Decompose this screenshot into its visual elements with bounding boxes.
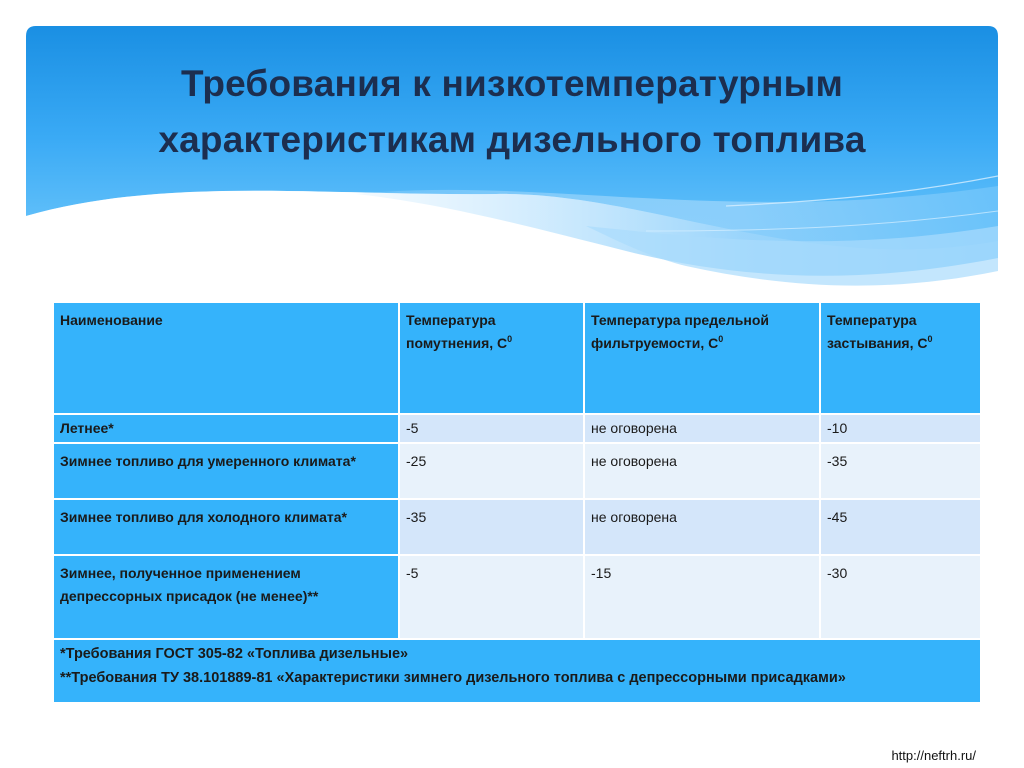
source-link[interactable]: http://neftrh.ru/ <box>891 748 976 763</box>
pour-point-cell: -10 <box>820 414 981 443</box>
cloud-point-cell: -35 <box>399 499 584 555</box>
table-footnote-row <box>53 639 981 703</box>
pour-point-cell: -45 <box>820 499 981 555</box>
footnote-cell <box>53 639 981 703</box>
table-row <box>53 499 981 555</box>
pour-point-cell: -30 <box>820 555 981 639</box>
filter-point-cell: не оговорена <box>584 499 820 555</box>
row-name-cell: Зимнее топливо для умеренного климата* <box>53 443 399 499</box>
cloud-point-cell: -25 <box>399 443 584 499</box>
table-header-row <box>53 302 981 414</box>
filter-point-cell: не оговорена <box>584 414 820 443</box>
footnote-gost: *Требования ГОСТ 305-82 «Топлива дизельные» <box>60 646 409 662</box>
fuel-requirements-table <box>52 301 982 704</box>
filter-point-cell: не оговорена <box>584 443 820 499</box>
footnote-tu: **Требования ТУ 38.101889-81 «Характеристики зимнего дизельного топлива с депрессорными присадками» <box>60 670 846 686</box>
filter-point-cell: -15 <box>584 555 820 639</box>
table-row <box>53 555 981 639</box>
row-name-cell: Зимнее, полученное применением депрессорных присадок (не менее)** <box>53 555 399 639</box>
cloud-point-cell: -5 <box>399 414 584 443</box>
title-line-1: Требования к низкотемпературным <box>180 63 844 104</box>
table-row <box>53 414 981 443</box>
table-row <box>53 443 981 499</box>
header-cell-cloud-point: Температура помутнения, $С^0$ <box>399 302 584 414</box>
pour-point-cell: -35 <box>820 443 981 499</box>
header-cell-pour-point: Температура застывания, $С^0$ <box>820 302 981 414</box>
title-line-2: характеристикам дизельного топлива <box>158 119 866 160</box>
row-name-cell: Летнее* <box>53 414 399 443</box>
slide-title <box>26 56 998 168</box>
cloud-point-cell: -5 <box>399 555 584 639</box>
row-name-cell: Зимнее топливо для холодного климата* <box>53 499 399 555</box>
header-cell-name: Наименование <box>53 302 399 414</box>
header-cell-filter-point: Температура предельной фильтруемости, $С^0$ <box>584 302 820 414</box>
